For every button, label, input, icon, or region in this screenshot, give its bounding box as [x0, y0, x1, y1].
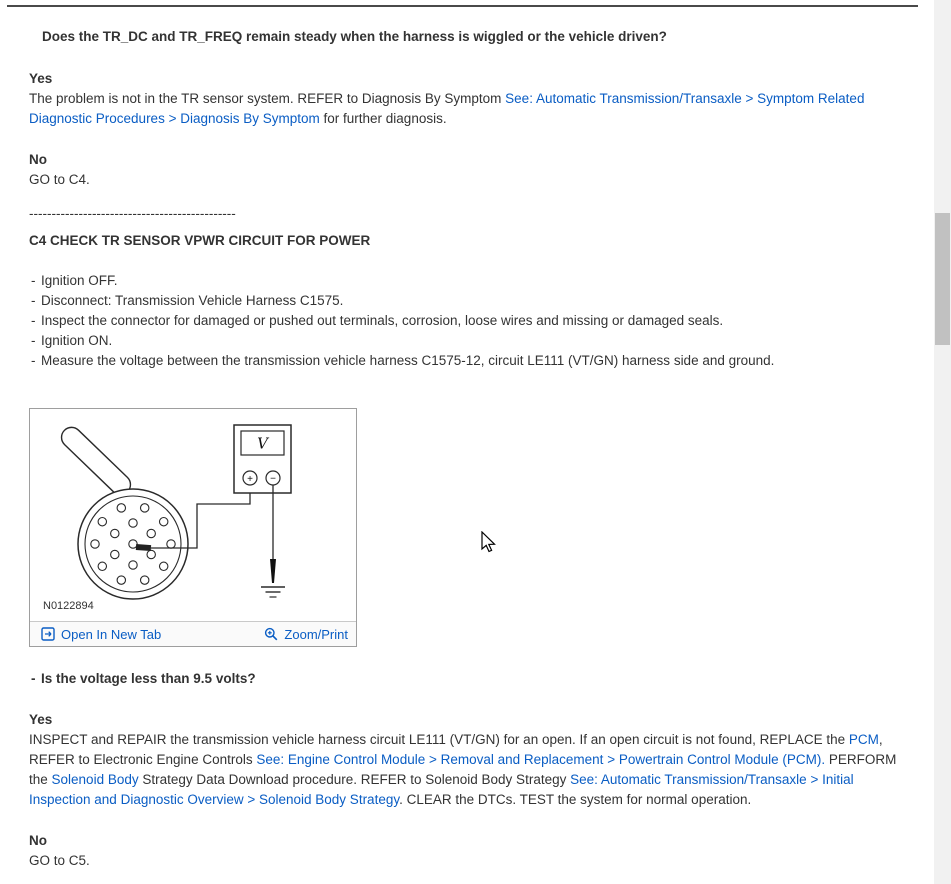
voltmeter — [234, 425, 291, 493]
procedure-step — [29, 351, 909, 371]
text-run: The problem is not in the TR sensor system. REFER to Diagnosis By Symptom — [29, 91, 506, 106]
figure-toolbar — [30, 621, 356, 646]
procedure-step — [29, 331, 909, 351]
section-title: C4 CHECK TR SENSOR VPWR CIRCUIT FOR POWER — [29, 233, 371, 248]
zoom-icon — [264, 627, 278, 641]
zoom-print-link[interactable] — [264, 627, 348, 642]
step-text: Ignition ON. — [41, 333, 113, 348]
text-run: Strategy Data Download procedure. REFER to Solenoid Body Strategy — [138, 772, 571, 787]
bullet-marker: - — [31, 273, 36, 288]
procedure-step — [29, 291, 909, 311]
step-text: Inspect the connector for damaged or pushed out terminals, corrosion, loose wires and missing or damaged seals. — [41, 313, 724, 328]
yes-instructions — [29, 89, 909, 129]
text-run: . CLEAR the DTCs. TEST the system for normal operation. — [399, 792, 752, 807]
figure-code: N0122894 — [43, 600, 94, 612]
no-instructions: GO to C4. — [29, 172, 90, 187]
yes-label: Yes — [29, 712, 53, 727]
doc-link[interactable]: PCM — [848, 732, 879, 747]
bullet-marker: - — [31, 671, 36, 686]
procedure-steps — [29, 271, 909, 371]
open-in-new-tab-link[interactable] — [41, 627, 161, 642]
procedure-step — [29, 311, 909, 331]
text-run: PERFORM the — [29, 752, 897, 787]
plus-terminal-label: + — [247, 473, 253, 485]
connector-face — [78, 489, 188, 599]
open-in-new-tab-icon — [41, 627, 55, 641]
step-text: Disconnect: Transmission Vehicle Harness C1575. — [41, 293, 344, 308]
voltmeter-connector-diagram — [30, 409, 356, 621]
voltage-question-text: Is the voltage less than 9.5 volts? — [41, 671, 256, 686]
vertical-scrollbar[interactable] — [934, 0, 951, 884]
bullet-marker: - — [31, 313, 36, 328]
text-run: for further diagnosis. — [319, 111, 447, 126]
wiring-diagram-image[interactable] — [30, 409, 356, 621]
doc-link[interactable]: See: Automatic Transmission/Transaxle > Initial Inspection and Diagnostic Overview > Solenoid Body Strategy — [29, 772, 854, 807]
bullet-marker: - — [31, 293, 36, 308]
text-run: INSPECT and REPAIR the transmission vehicle harness circuit LE111 (VT/GN) for an open. If an open circuit is not found, REPLACE the — [29, 732, 849, 747]
voltage-question — [29, 669, 909, 689]
doc-link[interactable]: See: Automatic Transmission/Transaxle > Symptom Related Diagnostic Procedures > Diagnosis By Symptom — [29, 91, 865, 126]
no-label: No — [29, 833, 47, 848]
yes-label: Yes — [29, 71, 53, 86]
diagnostic-question: Does the TR_DC and TR_FREQ remain steady when the harness is wiggled or the vehicle driven? — [42, 29, 667, 44]
step-text: Measure the voltage between the transmission vehicle harness C1575-12, circuit LE111 (VT/GN) harness side and ground. — [41, 353, 775, 368]
yes-instructions — [29, 730, 909, 810]
ground-symbol — [261, 485, 285, 597]
open-in-new-tab-label: Open In New Tab — [61, 626, 162, 642]
minus-terminal-label: − — [270, 473, 276, 485]
scrollbar-thumb[interactable] — [935, 213, 950, 345]
section-separator: ---------------------------------------------- — [29, 206, 236, 221]
doc-link[interactable]: See: Engine Control Module > Removal and Replacement > Powertrain Control Module (PCM). — [256, 752, 826, 767]
meter-letter: V — [257, 434, 268, 453]
figure-card — [29, 408, 357, 647]
diagnostic-document — [29, 7, 909, 871]
text-run: , REFER to Electronic Engine Controls — [29, 732, 883, 767]
no-label: No — [29, 152, 47, 167]
test-probe — [57, 423, 134, 499]
doc-link[interactable]: Solenoid Body — [51, 772, 139, 787]
procedure-step — [29, 271, 909, 291]
bullet-marker: - — [31, 353, 36, 368]
no-instructions: GO to C5. — [29, 853, 90, 868]
bullet-marker: - — [31, 333, 36, 348]
probe-tip — [136, 544, 151, 551]
step-text: Ignition OFF. — [41, 273, 118, 288]
zoom-print-label: Zoom/Print — [284, 626, 348, 642]
